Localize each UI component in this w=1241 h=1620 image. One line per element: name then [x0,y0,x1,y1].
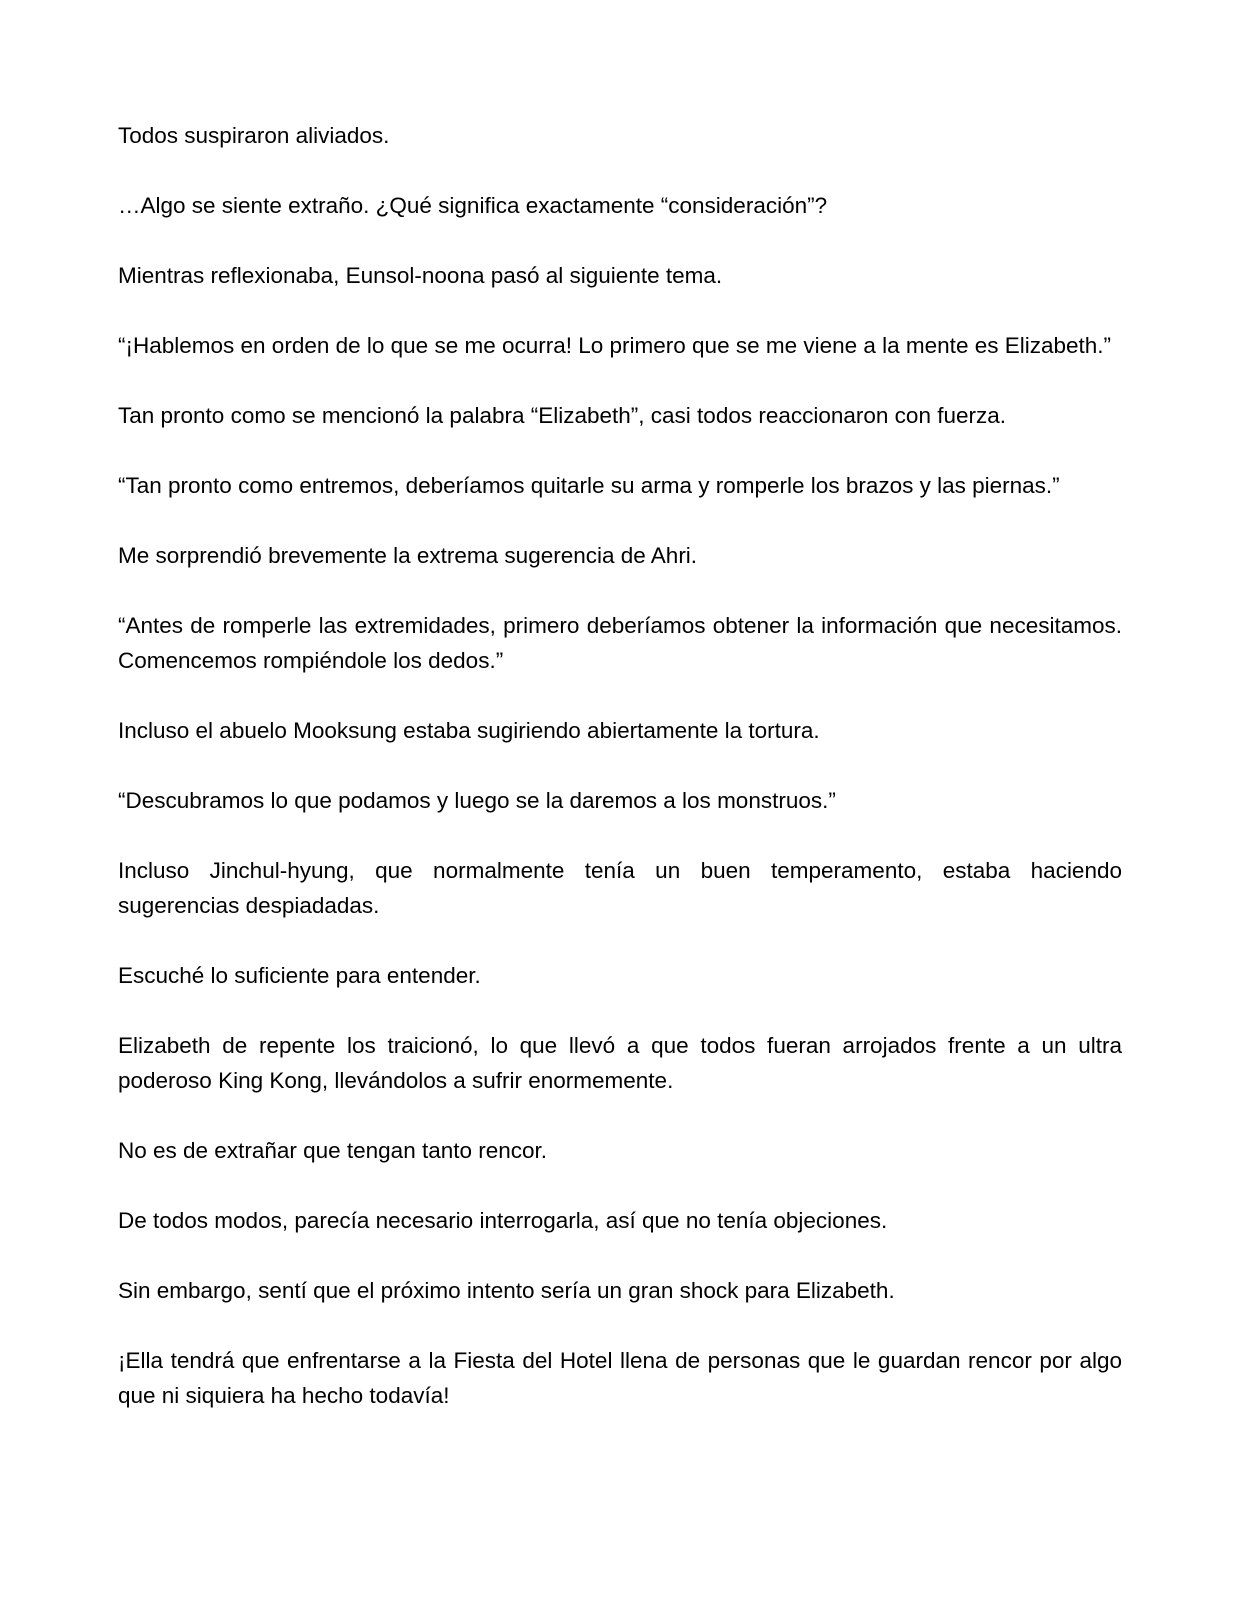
paragraph: “Antes de romperle las extremidades, primero deberíamos obtener la información que necesitamos. Comencemos rompiéndole los dedos.” [118,613,1122,673]
paragraph: “Tan pronto como entremos, deberíamos quitarle su arma y romperle los brazos y las piernas.” [118,473,1060,498]
paragraph: Escuché lo suficiente para entender. [118,963,481,988]
paragraph: Todos suspiraron aliviados. [118,123,390,148]
paragraph: Sin embargo, sentí que el próximo intento sería un gran shock para Elizabeth. [118,1278,895,1303]
paragraph: Tan pronto como se mencionó la palabra “Elizabeth”, casi todos reaccionaron con fuerza. [118,403,1006,428]
paragraph: Incluso Jinchul-hyung, que normalmente tenía un buen temperamento, estaba haciendo sugerencias despiadadas. [118,858,1122,918]
paragraph: Elizabeth de repente los traicionó, lo que llevó a que todos fueran arrojados frente a un ultra poderoso King Kong, llevándolos a sufrir enormemente. [118,1033,1122,1093]
paragraph: …Algo se siente extraño. ¿Qué significa exactamente “consideración”? [118,193,828,218]
paragraph: De todos modos, parecía necesario interrogarla, así que no tenía objeciones. [118,1208,888,1233]
paragraph: “Descubramos lo que podamos y luego se la daremos a los monstruos.” [118,788,836,813]
paragraph: “¡Hablemos en orden de lo que se me ocurra! Lo primero que se me viene a la mente es Elizabeth.” [118,333,1112,358]
paragraph: Incluso el abuelo Mooksung estaba sugiriendo abiertamente la tortura. [118,718,820,743]
paragraph: ¡Ella tendrá que enfrentarse a la Fiesta del Hotel llena de personas que le guardan rencor por algo que ni siquiera ha hecho todavía! [118,1348,1122,1408]
paragraph: Mientras reflexionaba, Eunsol-noona pasó al siguiente tema. [118,263,723,288]
document-body [118,118,1122,1448]
paragraph: No es de extrañar que tengan tanto rencor. [118,1138,548,1163]
paragraph: Me sorprendió brevemente la extrema sugerencia de Ahri. [118,543,698,568]
